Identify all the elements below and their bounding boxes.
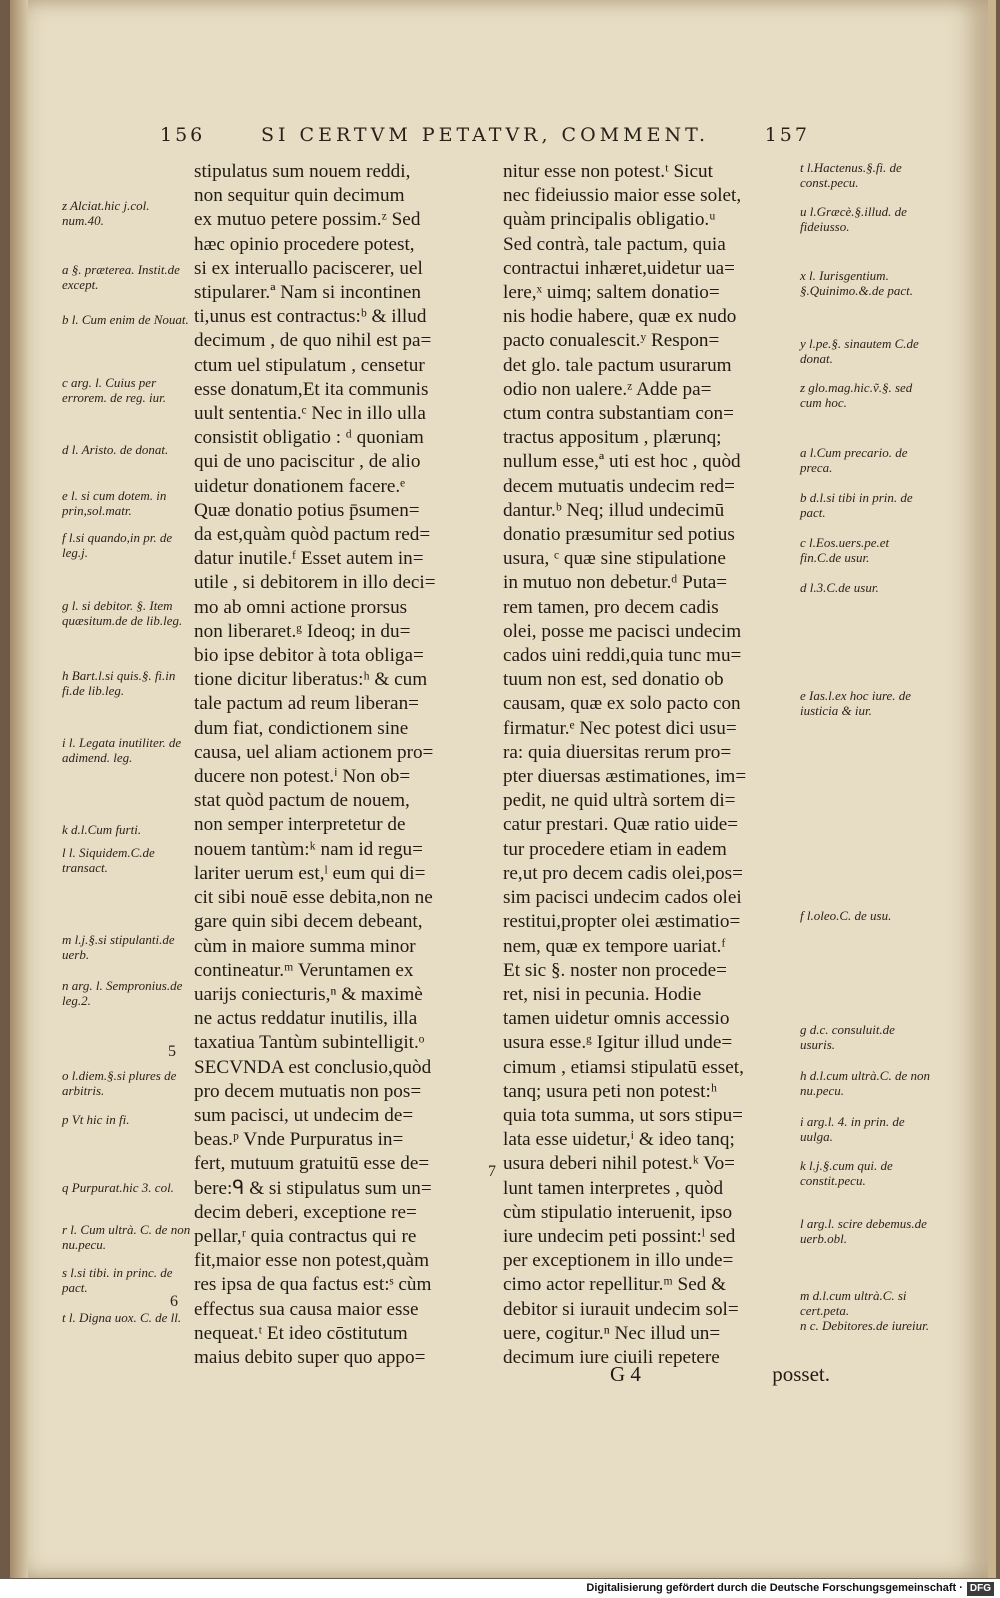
margin-note: a l.Cum precario. de preca. xyxy=(800,445,908,475)
text-line: non liberaret.ᵍ Ideoq; in du= xyxy=(194,620,411,642)
margin-note: e l. si cum dotem. in prin,sol.matr. xyxy=(62,488,167,518)
text-line: Quæ donatio potius p̄sumen= xyxy=(194,499,420,521)
margin-note: r l. Cum ultrà. C. de non nu.pecu. xyxy=(62,1222,191,1252)
text-line: ret, nisi in pecunia. Hodie xyxy=(503,983,702,1005)
dfg-logo: DFG xyxy=(967,1582,994,1596)
margin-note: d l.3.C.de usur. xyxy=(800,580,879,595)
text-line: contractui inhæret,uidetur ua= xyxy=(503,257,735,279)
text-column-left xyxy=(194,160,484,1370)
left-page-number: 156 xyxy=(160,124,206,146)
running-title: SI CERTVM PETATVR, COMMENT. xyxy=(260,124,709,146)
margin-note: b d.l.si tibi in prin. de pact. xyxy=(800,490,913,520)
text-line: uarijs coniecturis,ⁿ & maximè xyxy=(194,983,423,1005)
text-line: cit sibi nouē esse debita,non ne xyxy=(194,887,433,909)
right-page-number: 157 xyxy=(764,124,810,146)
text-line: bere:ᑫ & si stipulatus sum un= xyxy=(194,1177,432,1199)
margin-note: c arg. l. Cuius per errorem. de reg. iur. xyxy=(62,375,166,405)
margin-note: b l. Cum enim de Nouat. xyxy=(62,312,189,327)
banner-text: Digitalisierung gefördert durch die Deutsche Forschungsgemeinschaft · xyxy=(586,1582,963,1594)
text-line: rem tamen, pro decem cadis xyxy=(503,596,719,618)
text-line: decim deberi, exceptione re= xyxy=(194,1201,417,1223)
book-page xyxy=(10,0,996,1578)
margin-note: p Vt hic in fi. xyxy=(62,1112,130,1127)
text-line: ex mutuo petere possim.ᶻ Sed xyxy=(194,209,421,231)
text-line: cados uini reddi,quia tunc mu= xyxy=(503,645,742,667)
margin-note: s l.si tibi. in princ. de pact. xyxy=(62,1265,173,1295)
binding-gutter xyxy=(10,0,28,1578)
text-line: bio ipse debitor à tota obliga= xyxy=(194,645,424,667)
text-line: tale pactum ad reum liberan= xyxy=(194,693,419,715)
text-line: ctum contra substantiam con= xyxy=(503,403,734,425)
signature-mark: G 4 xyxy=(610,1362,641,1386)
text-line: taxatiua Tantùm subintelligit.ᵒ xyxy=(194,1032,425,1054)
catchword: posset. xyxy=(772,1362,830,1386)
text-line: decimum iure ciuili repetere xyxy=(503,1346,720,1368)
margin-number: 6 xyxy=(170,1293,178,1310)
text-line: pellar,ʳ quia contractus qui re xyxy=(194,1225,417,1247)
text-line: usura deberi nihil potest.ᵏ Vo= xyxy=(503,1153,736,1175)
margin-note: k l.j.§.cum qui. de constit.pecu. xyxy=(800,1158,893,1188)
margin-note: u l.Græcè.§.illud. de fideiusso. xyxy=(800,204,907,234)
text-line: cimum , etiamsi stipulatū esset, xyxy=(503,1056,744,1078)
text-line: pter diuersas æstimationes, im= xyxy=(503,766,747,788)
text-line: non sequitur quin decimum xyxy=(194,185,405,207)
margin-note: h d.l.cum ultrà.C. de non nu.pecu. xyxy=(800,1068,930,1098)
margin-note: z glo.mag.hic.ṽ.§. sed cum hoc. xyxy=(800,380,913,410)
page-footer xyxy=(610,1362,830,1387)
text-line: nec fideiussio maior esse solet, xyxy=(503,185,742,207)
text-line: hæc opinio procedere potest, xyxy=(194,233,415,255)
text-line: catur prestari. Quæ ratio uide= xyxy=(503,814,739,836)
text-line: nouem tantùm:ᵏ nam id regu= xyxy=(194,838,423,860)
funding-banner xyxy=(0,1579,1000,1598)
margin-note: d l. Aristo. de donat. xyxy=(62,442,169,457)
text-line: datur inutile.ᶠ Esset autem in= xyxy=(194,548,424,570)
margin-note: h Bart.l.si quis.§. fi.in fi.de lib.leg. xyxy=(62,668,176,698)
text-line: non semper interpretetur de xyxy=(194,814,406,836)
text-line: Sed contrà, tale pactum, quia xyxy=(503,233,726,255)
text-line: lata esse uidetur,ⁱ & ideo tanq; xyxy=(503,1129,735,1151)
margin-note: c l.Eos.uers.pe.et fin.C.de usur. xyxy=(800,535,890,565)
page-header xyxy=(160,124,810,146)
text-line: firmatur.ᵉ Nec potest dici usu= xyxy=(503,717,737,739)
text-line: ne actus reddatur inutilis, illa xyxy=(194,1008,418,1030)
margin-note: f l.si quando,in pr. de leg.j. xyxy=(62,530,173,560)
text-line: restitui,propter olei æstimatio= xyxy=(503,911,741,933)
text-line: lariter uerum est,ˡ eum qui di= xyxy=(194,862,426,884)
text-line: stat quòd pactum de nouem, xyxy=(194,790,410,812)
text-line: maius debito super quo appo= xyxy=(194,1346,426,1368)
text-line: nitur esse non potest.ᵗ Sicut xyxy=(503,161,713,182)
margin-note: g l. si debitor. §. Item quæsitum.de de lib.leg. xyxy=(62,598,183,628)
text-line: quàm principalis obligatio.ᵘ xyxy=(503,209,716,231)
text-line: lere,ˣ uimq; saltem donatio= xyxy=(503,282,720,304)
text-line: donatio præsumitur sed potius xyxy=(503,524,735,546)
margin-note: l arg.l. scire debemus.de uerb.obl. xyxy=(800,1216,927,1246)
margin-number: 5 xyxy=(168,1043,176,1060)
text-column-right xyxy=(503,160,793,1370)
text-line: causa, uel aliam actionem pro= xyxy=(194,741,434,763)
text-line: nis hodie habere, quæ ex nudo xyxy=(503,306,737,328)
text-line: cùm in maiore summa minor xyxy=(194,935,416,957)
text-line: quia tota summa, ut sors stipu= xyxy=(503,1104,743,1126)
margin-note: t l. Digna uox. C. de ll. xyxy=(62,1310,182,1325)
text-line: uidetur donationem facere.ᵉ xyxy=(194,475,406,497)
text-line: in mutuo non debetur.ᵈ Puta= xyxy=(503,572,728,594)
margin-note: y l.pe.§. sinautem C.de donat. xyxy=(800,336,919,366)
text-line: res ipsa de qua factus est:ˢ cùm xyxy=(194,1274,432,1296)
margin-note: i l. Legata inutiliter. de adimend. leg. xyxy=(62,735,182,765)
margin-note: m l.j.§.si stipulanti.de uerb. xyxy=(62,932,175,962)
text-line: per exceptionem in illo unde= xyxy=(503,1250,734,1272)
text-line: effectus sua causa maior esse xyxy=(194,1298,419,1320)
margin-note: e Ias.l.ex hoc iure. de iusticia & iur. xyxy=(800,688,912,718)
text-line: usura, ᶜ quæ sine stipulatione xyxy=(503,548,726,570)
text-line: beas.ᵖ Vnde Purpuratus in= xyxy=(194,1129,404,1151)
text-line: fit,maior esse non potest,quàm xyxy=(194,1250,430,1272)
text-line: det glo. tale pactum usurarum xyxy=(503,354,732,376)
text-line: sim pacisci undecim cados olei xyxy=(503,887,742,909)
text-line: nem, quæ ex tempore uariat.ᶠ xyxy=(503,935,726,957)
text-line: pro decem mutuatis non pos= xyxy=(194,1080,422,1102)
text-line: ti,unus est contractus:ᵇ & illud xyxy=(194,306,427,328)
text-line: causam, quæ ex solo pacto con xyxy=(503,693,741,715)
text-line: usura esse.ᵍ Igitur illud unde= xyxy=(503,1032,733,1054)
text-line: nullum esse,ª uti est hoc , quòd xyxy=(503,451,741,473)
margin-note: o l.diem.§.si plures de arbitris. xyxy=(62,1068,177,1098)
text-line: ducere non potest.ⁱ Non ob= xyxy=(194,766,411,788)
text-line: gare quin sibi decem debeant, xyxy=(194,911,423,933)
text-line: da est,quàm quòd pactum red= xyxy=(194,524,431,546)
text-line: debitor si iurauit undecim sol= xyxy=(503,1298,739,1320)
text-line: si ex interuallo paciscerer, uel xyxy=(194,257,423,279)
margin-note: q Purpurat.hic 3. col. xyxy=(62,1180,174,1195)
text-line: SECVNDA est conclusio,quòd xyxy=(194,1056,432,1078)
text-line: cùm stipulatio interuenit, ipso xyxy=(503,1201,733,1223)
text-line: olei, posse me pacisci undecim xyxy=(503,620,742,642)
text-line: consistit obligatio : ᵈ quoniam xyxy=(194,427,424,449)
text-line: tione dicitur liberatus:ʰ & cum xyxy=(194,669,428,691)
text-line: utile , si debitorem in illo deci= xyxy=(194,572,436,594)
text-line: tur procedere etiam in eadem xyxy=(503,838,727,860)
margin-note: z Alciat.hic j.col. num.40. xyxy=(62,198,150,228)
text-line: uult sententia.ᶜ Nec in illo ulla xyxy=(194,403,426,425)
text-line: tuum non est, sed donatio ob xyxy=(503,669,724,691)
text-line: contineatur.ᵐ Veruntamen ex xyxy=(194,959,414,981)
text-line: stipulatus sum nouem reddi, xyxy=(194,161,411,182)
margin-note: t l.Hactenus.§.fi. de const.pecu. xyxy=(800,160,902,190)
text-line: iure undecim peti possint:ˡ sed xyxy=(503,1225,736,1247)
text-line: cimo actor repellitur.ᵐ Sed & xyxy=(503,1274,727,1296)
text-line: pacto conualescit.ʸ Respon= xyxy=(503,330,720,352)
text-line: uere, cogitur.ⁿ Nec illud un= xyxy=(503,1322,721,1344)
margin-note: i arg.l. 4. in prin. de uulga. xyxy=(800,1114,905,1144)
margin-number: 7 xyxy=(488,1163,496,1180)
margin-note: n arg. l. Sempronius.de leg.2. xyxy=(62,978,183,1008)
text-line: qui de uno paciscitur , de alio xyxy=(194,451,421,473)
text-line: fert, mutuum gratuitū esse de= xyxy=(194,1153,430,1175)
text-line: dantur.ᵇ Neq; illud undecimū xyxy=(503,499,725,521)
margin-note: n c. Debitores.de iureiur. xyxy=(800,1318,930,1333)
margin-note: l l. Siquidem.C.de transact. xyxy=(62,845,155,875)
margin-note: a §. præterea. Instit.de except. xyxy=(62,262,180,292)
text-line: tanq; usura peti non potest:ʰ xyxy=(503,1080,717,1102)
text-line: tractus appositum , plærunq; xyxy=(503,427,722,449)
margin-note: x l. Iurisgentium. §.Quinimo.&.de pact. xyxy=(800,268,914,298)
text-line: dum fiat, condictionem sine xyxy=(194,717,409,739)
text-line: ctum uel stipulatum , censetur xyxy=(194,354,425,376)
text-line: odio non ualere.ᶻ Adde pa= xyxy=(503,378,712,400)
text-line: re,ut pro decem cadis olei,pos= xyxy=(503,862,743,884)
text-line: Et sic §. noster non procede= xyxy=(503,959,727,981)
text-line: ra: quia diuersitas rerum pro= xyxy=(503,741,732,763)
margin-note: k d.l.Cum furti. xyxy=(62,822,142,837)
text-line: sum pacisci, ut undecim de= xyxy=(194,1104,414,1126)
text-line: decem mutuatis undecim red= xyxy=(503,475,735,497)
text-line: mo ab omni actione prorsus xyxy=(194,596,408,618)
text-line: stipularer.ª Nam si incontinen xyxy=(194,282,421,304)
text-line: tamen uidetur omnis accessio xyxy=(503,1008,730,1030)
text-line: esse donatum,Et ita communis xyxy=(194,378,429,400)
margin-note: g d.c. consuluit.de usuris. xyxy=(800,1022,895,1052)
margin-note: m d.l.cum ultrà.C. si cert.peta. xyxy=(800,1288,907,1318)
text-line: pedit, ne quid ultrà sortem di= xyxy=(503,790,736,812)
margin-note: f l.oleo.C. de usu. xyxy=(800,908,892,923)
text-line: nequeat.ᵗ Et ideo cōstitutum xyxy=(194,1322,408,1344)
text-line: lunt tamen interpretes , quòd xyxy=(503,1177,724,1199)
text-line: decimum , de quo nihil est pa= xyxy=(194,330,432,352)
